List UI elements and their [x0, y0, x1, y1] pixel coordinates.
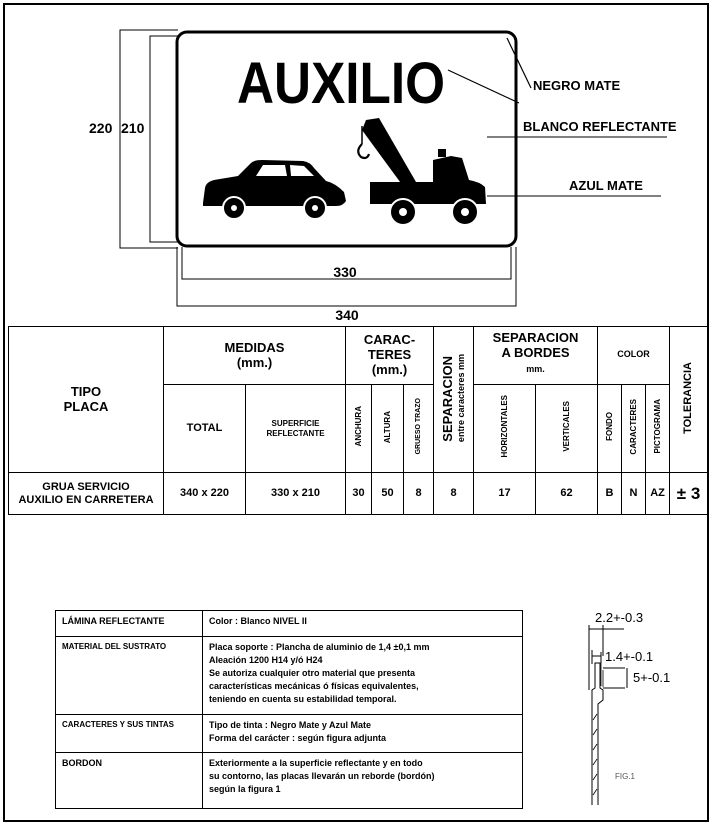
- bordon-dim-1-4: 1.4+-0.1: [605, 649, 654, 664]
- bordon-dim-5: 5+-0.1: [633, 670, 671, 685]
- material-value: Color : Blanco NIVEL II: [203, 611, 523, 637]
- material-row: [56, 637, 523, 715]
- superficie-header: SUPERFICIE REFLECTANTE: [246, 385, 346, 473]
- grueso-header: GRUESO TRAZO: [404, 385, 434, 473]
- material-row: [56, 753, 523, 809]
- tolerancia-header: TOLERANCIA: [670, 327, 708, 473]
- tipo-placa-header: TIPO PLACA: [9, 327, 164, 473]
- sep-bordes-header: SEPARACION A BORDES mm.: [474, 327, 598, 385]
- material-value: Tipo de tinta : Negro Mate y Azul Mate Forma del carácter : según figura adjunta: [203, 715, 523, 753]
- spec-table: [8, 326, 708, 515]
- material-row: [56, 715, 523, 753]
- superficie-cell: 330 x 210: [246, 473, 346, 515]
- outer-width-dim: 340: [335, 307, 359, 323]
- horizontales-header: HORIZONTALES: [474, 385, 536, 473]
- total-cell: 340 x 220: [164, 473, 246, 515]
- caracteres-header: CARAC- TERES (mm.): [346, 327, 434, 385]
- blanco-reflectante-label: BLANCO REFLECTANTE: [523, 119, 677, 134]
- verticales-header: VERTICALES: [536, 385, 598, 473]
- material-label: CARACTERES Y SUS TINTAS: [56, 715, 203, 753]
- figure-label: FIG.1: [615, 772, 636, 781]
- inner-width-dim: 330: [333, 264, 357, 280]
- altura-cell: 50: [372, 473, 404, 515]
- color-header: COLOR: [598, 327, 670, 385]
- table-row: [9, 473, 708, 515]
- sign-drawing: [0, 0, 714, 326]
- separacion-header: SEPARACIONentre caracteres mm: [434, 327, 474, 473]
- caracteres-cell: N: [622, 473, 646, 515]
- material-label: MATERIAL DEL SUSTRATO: [56, 637, 203, 715]
- material-table: [55, 610, 523, 809]
- negro-mate-label: NEGRO MATE: [533, 78, 621, 93]
- verticales-cell: 62: [536, 473, 598, 515]
- outer-height-dim: 220: [89, 120, 113, 136]
- anchura-header: ANCHURA: [346, 385, 372, 473]
- fondo-header: FONDO: [598, 385, 622, 473]
- material-label: LÁMINA REFLECTANTE: [56, 611, 203, 637]
- caracteres-col-header: CARACTERES: [622, 385, 646, 473]
- medidas-header: MEDIDAS (mm.): [164, 327, 346, 385]
- separacion-cell: 8: [434, 473, 474, 515]
- pictograma-cell: AZ: [646, 473, 670, 515]
- tolerancia-cell: ± 3: [670, 473, 708, 515]
- grueso-cell: 8: [404, 473, 434, 515]
- material-value: Exteriormente a la superficie reflectante y en todo su contorno, las placas llevarán un reborde (bordón) según la figura 1: [203, 753, 523, 809]
- horizontales-cell: 17: [474, 473, 536, 515]
- pictograma-header: PICTOGRAMA: [646, 385, 670, 473]
- tipo-cell: GRUA SERVICIO AUXILIO EN CARRETERA: [9, 473, 164, 515]
- outer-height-line: [120, 30, 178, 248]
- material-row: [56, 611, 523, 637]
- material-label: BORDON: [56, 753, 203, 809]
- azul-mate-label: AZUL MATE: [569, 178, 643, 193]
- fondo-cell: B: [598, 473, 622, 515]
- inner-height-dim: 210: [121, 120, 145, 136]
- material-value: Placa soporte : Plancha de aluminio de 1,4 ±0,1 mm Aleación 1200 H14 y/ó H24 Se autoriza cualquier otro material que presenta características mecánicas ó físicas equivalentes, teniendo en cuenta su estabilidad temporal.: [203, 637, 523, 715]
- altura-header: ALTURA: [372, 385, 404, 473]
- sign-title: AUXILIO: [237, 51, 445, 116]
- anchura-cell: 30: [346, 473, 372, 515]
- total-header: TOTAL: [164, 385, 246, 473]
- bordon-dim-2-2: 2.2+-0.3: [595, 610, 644, 625]
